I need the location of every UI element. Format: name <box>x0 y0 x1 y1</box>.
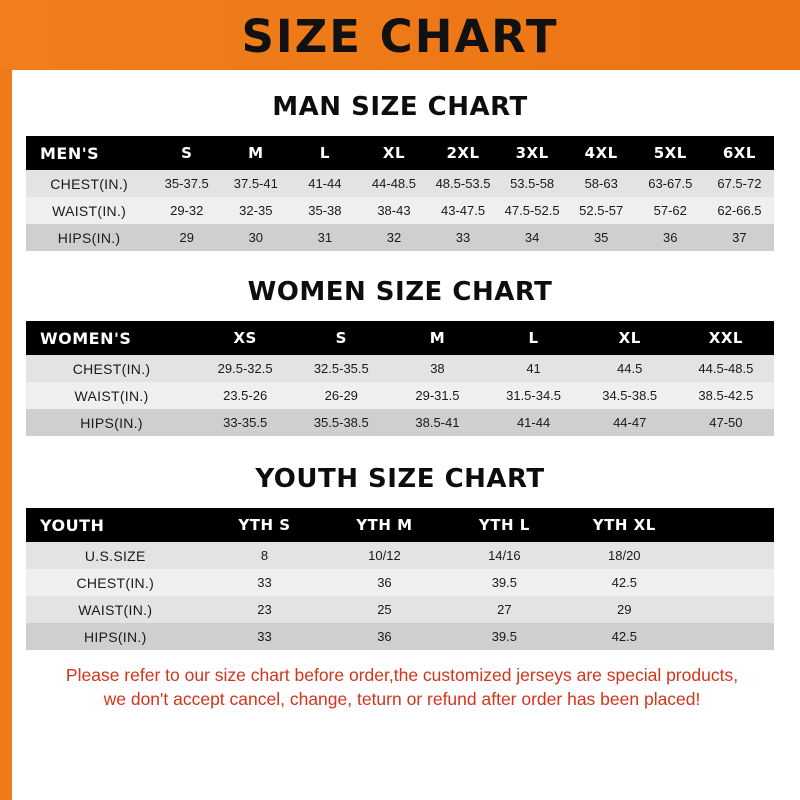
youth-row-label-ussize: U.S.SIZE <box>26 542 205 569</box>
table-cell: 44.5 <box>582 355 678 382</box>
table-cell: 41 <box>486 355 582 382</box>
women-header-xs: XS <box>197 321 293 355</box>
table-cell: 62-66.5 <box>705 197 774 224</box>
table-cell: 44.5-48.5 <box>678 355 774 382</box>
women-row-label-hips: HIPS(IN.) <box>26 409 197 436</box>
table-cell: 27 <box>444 596 564 623</box>
header-banner <box>0 0 800 70</box>
table-cell: 37 <box>705 224 774 251</box>
table-row <box>26 623 774 650</box>
table-cell: 53.5-58 <box>498 170 567 197</box>
youth-row-label-hips: HIPS(IN.) <box>26 623 205 650</box>
man-header-xl: XL <box>359 136 428 170</box>
women-size-table <box>26 321 774 436</box>
table-row <box>26 542 774 569</box>
footer-disclaimer <box>26 664 774 711</box>
table-cell: 35 <box>567 224 636 251</box>
man-header-4xl: 4XL <box>567 136 636 170</box>
table-row <box>26 596 774 623</box>
women-table-body <box>26 355 774 436</box>
man-header-l: L <box>290 136 359 170</box>
table-cell: 37.5-41 <box>221 170 290 197</box>
footer-line-1: Please refer to our size chart before order,the customized jerseys are special products, <box>65 665 739 685</box>
youth-header-m: YTH M <box>324 508 444 542</box>
table-cell: 36 <box>324 623 444 650</box>
content-area <box>0 92 800 711</box>
table-cell: 57-62 <box>636 197 705 224</box>
table-cell-empty <box>684 596 774 623</box>
table-row <box>26 197 774 224</box>
table-row <box>26 382 774 409</box>
youth-table-body <box>26 542 774 650</box>
man-header-6xl: 6XL <box>705 136 774 170</box>
man-size-table <box>26 136 774 251</box>
table-row <box>26 355 774 382</box>
table-cell: 29-32 <box>152 197 221 224</box>
table-cell: 31.5-34.5 <box>486 382 582 409</box>
youth-table-head <box>26 508 774 542</box>
youth-header-s: YTH S <box>205 508 325 542</box>
table-cell: 43-47.5 <box>429 197 498 224</box>
table-cell-empty <box>684 623 774 650</box>
youth-header-l: YTH L <box>444 508 564 542</box>
youth-header-label: YOUTH <box>26 508 205 542</box>
man-table-head <box>26 136 774 170</box>
page-title: SIZE CHART <box>241 9 559 63</box>
table-cell: 47-50 <box>678 409 774 436</box>
table-cell: 38.5-41 <box>389 409 485 436</box>
table-cell: 29-31.5 <box>389 382 485 409</box>
women-row-label-waist: WAIST(IN.) <box>26 382 197 409</box>
table-cell: 8 <box>205 542 325 569</box>
table-cell: 35-37.5 <box>152 170 221 197</box>
table-cell: 33 <box>205 569 325 596</box>
table-cell: 38.5-42.5 <box>678 382 774 409</box>
table-cell: 41-44 <box>290 170 359 197</box>
women-header-m: M <box>389 321 485 355</box>
table-cell: 67.5-72 <box>705 170 774 197</box>
table-cell: 52.5-57 <box>567 197 636 224</box>
youth-size-table <box>26 508 774 650</box>
table-cell-empty <box>684 569 774 596</box>
table-row <box>26 224 774 251</box>
table-cell: 47.5-52.5 <box>498 197 567 224</box>
table-cell: 38 <box>389 355 485 382</box>
table-cell: 58-63 <box>567 170 636 197</box>
man-table-body <box>26 170 774 251</box>
table-cell: 34.5-38.5 <box>582 382 678 409</box>
table-cell: 39.5 <box>444 569 564 596</box>
youth-header-spacer <box>684 508 774 542</box>
table-cell: 35-38 <box>290 197 359 224</box>
table-cell: 42.5 <box>564 569 684 596</box>
table-cell: 34 <box>498 224 567 251</box>
table-cell: 29.5-32.5 <box>197 355 293 382</box>
youth-section-title: YOUTH SIZE CHART <box>255 464 545 494</box>
table-cell: 38-43 <box>359 197 428 224</box>
table-cell: 41-44 <box>486 409 582 436</box>
women-header-label: WOMEN'S <box>26 321 197 355</box>
table-cell: 30 <box>221 224 290 251</box>
table-cell: 48.5-53.5 <box>429 170 498 197</box>
table-cell: 33 <box>205 623 325 650</box>
youth-row-label-chest: CHEST(IN.) <box>26 569 205 596</box>
man-row-label-chest: CHEST(IN.) <box>26 170 152 197</box>
table-cell: 25 <box>324 596 444 623</box>
table-cell: 39.5 <box>444 623 564 650</box>
man-header-5xl: 5XL <box>636 136 705 170</box>
table-cell: 10/12 <box>324 542 444 569</box>
youth-header-xl: YTH XL <box>564 508 684 542</box>
man-row-label-waist: WAIST(IN.) <box>26 197 152 224</box>
table-cell: 32 <box>359 224 428 251</box>
man-header-3xl: 3XL <box>498 136 567 170</box>
table-cell: 32-35 <box>221 197 290 224</box>
table-header-row <box>26 321 774 355</box>
table-cell: 18/20 <box>564 542 684 569</box>
women-table-head <box>26 321 774 355</box>
table-row <box>26 170 774 197</box>
table-cell: 32.5-35.5 <box>293 355 389 382</box>
table-cell: 63-67.5 <box>636 170 705 197</box>
youth-row-label-waist: WAIST(IN.) <box>26 596 205 623</box>
man-header-2xl: 2XL <box>429 136 498 170</box>
table-cell: 33-35.5 <box>197 409 293 436</box>
man-section-title: MAN SIZE CHART <box>272 92 528 122</box>
footer-line-2: we don't accept cancel, change, teturn or refund after order has been placed! <box>103 688 701 709</box>
man-row-label-hips: HIPS(IN.) <box>26 224 152 251</box>
table-cell: 44-48.5 <box>359 170 428 197</box>
table-cell-empty <box>684 542 774 569</box>
table-cell: 36 <box>324 569 444 596</box>
table-cell: 14/16 <box>444 542 564 569</box>
table-header-row <box>26 136 774 170</box>
women-header-xxl: XXL <box>678 321 774 355</box>
women-row-label-chest: CHEST(IN.) <box>26 355 197 382</box>
table-cell: 26-29 <box>293 382 389 409</box>
table-cell: 42.5 <box>564 623 684 650</box>
man-header-label: MEN'S <box>26 136 152 170</box>
table-row <box>26 569 774 596</box>
table-cell: 44-47 <box>582 409 678 436</box>
women-header-xl: XL <box>582 321 678 355</box>
table-cell: 23 <box>205 596 325 623</box>
man-header-s: S <box>152 136 221 170</box>
women-section-title: WOMEN SIZE CHART <box>247 277 553 307</box>
table-cell: 33 <box>429 224 498 251</box>
table-cell: 35.5-38.5 <box>293 409 389 436</box>
table-cell: 31 <box>290 224 359 251</box>
table-row <box>26 409 774 436</box>
table-cell: 36 <box>636 224 705 251</box>
man-header-m: M <box>221 136 290 170</box>
women-header-s: S <box>293 321 389 355</box>
table-cell: 23.5-26 <box>197 382 293 409</box>
table-cell: 29 <box>564 596 684 623</box>
women-header-l: L <box>486 321 582 355</box>
table-header-row <box>26 508 774 542</box>
table-cell: 29 <box>152 224 221 251</box>
